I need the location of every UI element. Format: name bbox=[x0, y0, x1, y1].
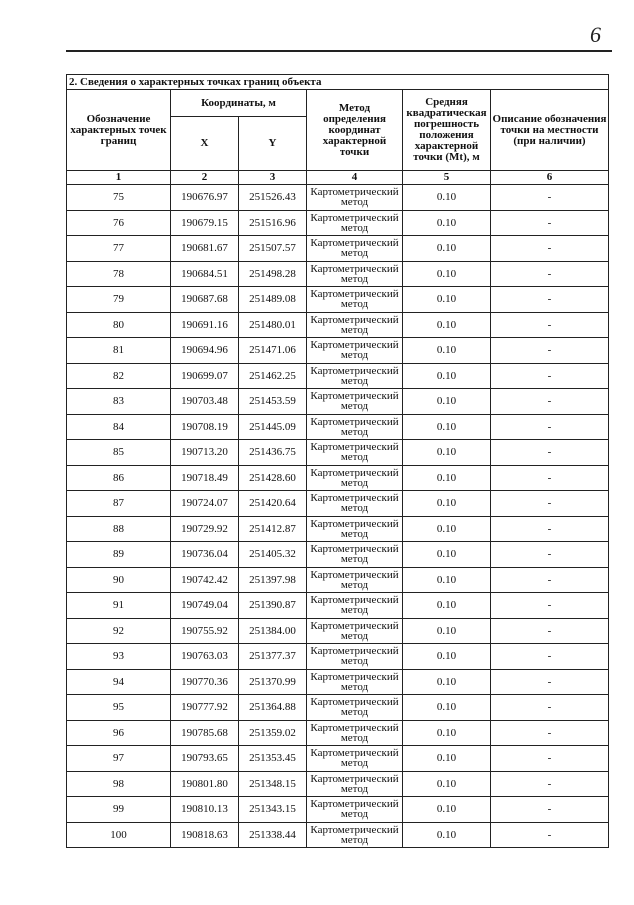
method-cell: Картометрический метод bbox=[307, 389, 403, 415]
point-id-cell: 96 bbox=[67, 720, 171, 746]
method-cell: Картометрический метод bbox=[307, 338, 403, 364]
table-row bbox=[67, 210, 609, 236]
point-id-cell: 83 bbox=[67, 389, 171, 415]
page-number-mark: 6 bbox=[590, 22, 601, 47]
y-coordinate-cell: 251480.01 bbox=[239, 312, 307, 338]
table-row bbox=[67, 797, 609, 823]
description-cell: - bbox=[491, 414, 609, 440]
description-cell: - bbox=[491, 465, 609, 491]
description-cell: - bbox=[491, 363, 609, 389]
description-cell: - bbox=[491, 338, 609, 364]
method-cell: Картометрический метод bbox=[307, 644, 403, 670]
y-coordinate-cell: 251516.96 bbox=[239, 210, 307, 236]
table-row bbox=[67, 363, 609, 389]
method-cell: Картометрический метод bbox=[307, 771, 403, 797]
mean-error-cell: 0.10 bbox=[403, 822, 491, 848]
description-cell: - bbox=[491, 491, 609, 517]
point-id-cell: 86 bbox=[67, 465, 171, 491]
method-cell: Картометрический метод bbox=[307, 746, 403, 772]
header-coordinates: Координаты, м bbox=[171, 90, 307, 117]
point-id-cell: 92 bbox=[67, 618, 171, 644]
y-coordinate-cell: 251384.00 bbox=[239, 618, 307, 644]
y-coordinate-cell: 251338.44 bbox=[239, 822, 307, 848]
point-id-cell: 89 bbox=[67, 542, 171, 568]
description-cell: - bbox=[491, 695, 609, 721]
y-coordinate-cell: 251436.75 bbox=[239, 440, 307, 466]
y-coordinate-cell: 251390.87 bbox=[239, 593, 307, 619]
mean-error-cell: 0.10 bbox=[403, 491, 491, 517]
mean-error-cell: 0.10 bbox=[403, 261, 491, 287]
table-row bbox=[67, 338, 609, 364]
y-coordinate-cell: 251445.09 bbox=[239, 414, 307, 440]
mean-error-cell: 0.10 bbox=[403, 338, 491, 364]
col-number: 1 bbox=[67, 171, 171, 185]
description-cell: - bbox=[491, 669, 609, 695]
y-coordinate-cell: 251489.08 bbox=[239, 287, 307, 313]
table-row bbox=[67, 236, 609, 262]
method-cell: Картометрический метод bbox=[307, 618, 403, 644]
table-row bbox=[67, 261, 609, 287]
y-coordinate-cell: 251420.64 bbox=[239, 491, 307, 517]
table-body bbox=[67, 185, 609, 848]
method-cell: Картометрический метод bbox=[307, 185, 403, 211]
point-id-cell: 78 bbox=[67, 261, 171, 287]
method-cell: Картометрический метод bbox=[307, 695, 403, 721]
table-row bbox=[67, 618, 609, 644]
point-id-cell: 100 bbox=[67, 822, 171, 848]
mean-error-cell: 0.10 bbox=[403, 185, 491, 211]
method-cell: Картометрический метод bbox=[307, 210, 403, 236]
method-cell: Картометрический метод bbox=[307, 593, 403, 619]
method-cell: Картометрический метод bbox=[307, 797, 403, 823]
y-coordinate-cell: 251343.15 bbox=[239, 797, 307, 823]
x-coordinate-cell: 190724.07 bbox=[171, 491, 239, 517]
y-coordinate-cell: 251377.37 bbox=[239, 644, 307, 670]
table-row bbox=[67, 185, 609, 211]
mean-error-cell: 0.10 bbox=[403, 440, 491, 466]
y-coordinate-cell: 251507.57 bbox=[239, 236, 307, 262]
x-coordinate-cell: 190742.42 bbox=[171, 567, 239, 593]
col-number: 5 bbox=[403, 171, 491, 185]
y-coordinate-cell: 251405.32 bbox=[239, 542, 307, 568]
mean-error-cell: 0.10 bbox=[403, 644, 491, 670]
y-coordinate-cell: 251471.06 bbox=[239, 338, 307, 364]
point-id-cell: 84 bbox=[67, 414, 171, 440]
table-row bbox=[67, 593, 609, 619]
mean-error-cell: 0.10 bbox=[403, 695, 491, 721]
boundary-points-table bbox=[66, 74, 609, 848]
mean-error-cell: 0.10 bbox=[403, 516, 491, 542]
table-row bbox=[67, 491, 609, 517]
point-id-cell: 76 bbox=[67, 210, 171, 236]
header-y: Y bbox=[239, 117, 307, 171]
mean-error-cell: 0.10 bbox=[403, 236, 491, 262]
x-coordinate-cell: 190684.51 bbox=[171, 261, 239, 287]
x-coordinate-cell: 190713.20 bbox=[171, 440, 239, 466]
table-row bbox=[67, 567, 609, 593]
header-x: X bbox=[171, 117, 239, 171]
table-row bbox=[67, 389, 609, 415]
x-coordinate-cell: 190699.07 bbox=[171, 363, 239, 389]
method-cell: Картометрический метод bbox=[307, 261, 403, 287]
x-coordinate-cell: 190801.80 bbox=[171, 771, 239, 797]
header-mean-error: Средняя квадратическая погрешность положения характерной точки (Mt), м bbox=[403, 90, 491, 171]
method-cell: Картометрический метод bbox=[307, 465, 403, 491]
mean-error-cell: 0.10 bbox=[403, 312, 491, 338]
col-number: 3 bbox=[239, 171, 307, 185]
x-coordinate-cell: 190681.67 bbox=[171, 236, 239, 262]
point-id-cell: 77 bbox=[67, 236, 171, 262]
top-rule bbox=[66, 50, 612, 52]
header-method: Метод определения координат характерной точки bbox=[307, 90, 403, 171]
description-cell: - bbox=[491, 771, 609, 797]
description-cell: - bbox=[491, 185, 609, 211]
mean-error-cell: 0.10 bbox=[403, 389, 491, 415]
method-cell: Картометрический метод bbox=[307, 542, 403, 568]
x-coordinate-cell: 190736.04 bbox=[171, 542, 239, 568]
method-cell: Картометрический метод bbox=[307, 440, 403, 466]
table-row bbox=[67, 287, 609, 313]
mean-error-cell: 0.10 bbox=[403, 287, 491, 313]
mean-error-cell: 0.10 bbox=[403, 363, 491, 389]
y-coordinate-cell: 251397.98 bbox=[239, 567, 307, 593]
x-coordinate-cell: 190676.97 bbox=[171, 185, 239, 211]
col-number: 4 bbox=[307, 171, 403, 185]
table-row bbox=[67, 542, 609, 568]
y-coordinate-cell: 251412.87 bbox=[239, 516, 307, 542]
method-cell: Картометрический метод bbox=[307, 363, 403, 389]
mean-error-cell: 0.10 bbox=[403, 771, 491, 797]
description-cell: - bbox=[491, 440, 609, 466]
description-cell: - bbox=[491, 542, 609, 568]
y-coordinate-cell: 251498.28 bbox=[239, 261, 307, 287]
section-title: 2. Сведения о характерных точках границ объекта bbox=[67, 75, 609, 90]
table-row bbox=[67, 440, 609, 466]
x-coordinate-cell: 190785.68 bbox=[171, 720, 239, 746]
point-id-cell: 91 bbox=[67, 593, 171, 619]
y-coordinate-cell: 251428.60 bbox=[239, 465, 307, 491]
table-row bbox=[67, 669, 609, 695]
x-coordinate-cell: 190687.68 bbox=[171, 287, 239, 313]
description-cell: - bbox=[491, 797, 609, 823]
mean-error-cell: 0.10 bbox=[403, 797, 491, 823]
description-cell: - bbox=[491, 287, 609, 313]
description-cell: - bbox=[491, 822, 609, 848]
x-coordinate-cell: 190777.92 bbox=[171, 695, 239, 721]
col-number: 2 bbox=[171, 171, 239, 185]
point-id-cell: 90 bbox=[67, 567, 171, 593]
y-coordinate-cell: 251348.15 bbox=[239, 771, 307, 797]
x-coordinate-cell: 190755.92 bbox=[171, 618, 239, 644]
x-coordinate-cell: 190810.13 bbox=[171, 797, 239, 823]
description-cell: - bbox=[491, 593, 609, 619]
method-cell: Картометрический метод bbox=[307, 516, 403, 542]
x-coordinate-cell: 190763.03 bbox=[171, 644, 239, 670]
col-number: 6 bbox=[491, 171, 609, 185]
description-cell: - bbox=[491, 210, 609, 236]
method-cell: Картометрический метод bbox=[307, 236, 403, 262]
point-id-cell: 98 bbox=[67, 771, 171, 797]
method-cell: Картометрический метод bbox=[307, 287, 403, 313]
point-id-cell: 80 bbox=[67, 312, 171, 338]
description-cell: - bbox=[491, 389, 609, 415]
table-row bbox=[67, 644, 609, 670]
point-id-cell: 99 bbox=[67, 797, 171, 823]
table-row bbox=[67, 771, 609, 797]
table-row bbox=[67, 695, 609, 721]
method-cell: Картометрический метод bbox=[307, 822, 403, 848]
description-cell: - bbox=[491, 312, 609, 338]
description-cell: - bbox=[491, 618, 609, 644]
description-cell: - bbox=[491, 720, 609, 746]
point-id-cell: 82 bbox=[67, 363, 171, 389]
x-coordinate-cell: 190703.48 bbox=[171, 389, 239, 415]
x-coordinate-cell: 190818.63 bbox=[171, 822, 239, 848]
table-row bbox=[67, 465, 609, 491]
point-id-cell: 75 bbox=[67, 185, 171, 211]
description-cell: - bbox=[491, 236, 609, 262]
point-id-cell: 79 bbox=[67, 287, 171, 313]
y-coordinate-cell: 251526.43 bbox=[239, 185, 307, 211]
x-coordinate-cell: 190749.04 bbox=[171, 593, 239, 619]
point-id-cell: 87 bbox=[67, 491, 171, 517]
point-id-cell: 95 bbox=[67, 695, 171, 721]
method-cell: Картометрический метод bbox=[307, 669, 403, 695]
point-id-cell: 88 bbox=[67, 516, 171, 542]
header-point-designation: Обозначение характерных точек границ bbox=[67, 90, 171, 171]
description-cell: - bbox=[491, 567, 609, 593]
mean-error-cell: 0.10 bbox=[403, 720, 491, 746]
mean-error-cell: 0.10 bbox=[403, 618, 491, 644]
point-id-cell: 94 bbox=[67, 669, 171, 695]
description-cell: - bbox=[491, 516, 609, 542]
table-row bbox=[67, 822, 609, 848]
y-coordinate-cell: 251353.45 bbox=[239, 746, 307, 772]
point-id-cell: 85 bbox=[67, 440, 171, 466]
mean-error-cell: 0.10 bbox=[403, 746, 491, 772]
point-id-cell: 93 bbox=[67, 644, 171, 670]
table-row bbox=[67, 746, 609, 772]
x-coordinate-cell: 190729.92 bbox=[171, 516, 239, 542]
method-cell: Картометрический метод bbox=[307, 414, 403, 440]
method-cell: Картометрический метод bbox=[307, 567, 403, 593]
table-row bbox=[67, 414, 609, 440]
description-cell: - bbox=[491, 261, 609, 287]
x-coordinate-cell: 190679.15 bbox=[171, 210, 239, 236]
method-cell: Картометрический метод bbox=[307, 312, 403, 338]
y-coordinate-cell: 251453.59 bbox=[239, 389, 307, 415]
table-row bbox=[67, 516, 609, 542]
mean-error-cell: 0.10 bbox=[403, 465, 491, 491]
x-coordinate-cell: 190793.65 bbox=[171, 746, 239, 772]
mean-error-cell: 0.10 bbox=[403, 593, 491, 619]
y-coordinate-cell: 251462.25 bbox=[239, 363, 307, 389]
mean-error-cell: 0.10 bbox=[403, 567, 491, 593]
method-cell: Картометрический метод bbox=[307, 720, 403, 746]
table-row bbox=[67, 312, 609, 338]
mean-error-cell: 0.10 bbox=[403, 542, 491, 568]
y-coordinate-cell: 251364.88 bbox=[239, 695, 307, 721]
description-cell: - bbox=[491, 746, 609, 772]
mean-error-cell: 0.10 bbox=[403, 414, 491, 440]
header-description: Описание обозначения точки на местности (при наличии) bbox=[491, 90, 609, 171]
x-coordinate-cell: 190691.16 bbox=[171, 312, 239, 338]
y-coordinate-cell: 251359.02 bbox=[239, 720, 307, 746]
y-coordinate-cell: 251370.99 bbox=[239, 669, 307, 695]
mean-error-cell: 0.10 bbox=[403, 210, 491, 236]
description-cell: - bbox=[491, 644, 609, 670]
point-id-cell: 81 bbox=[67, 338, 171, 364]
point-id-cell: 97 bbox=[67, 746, 171, 772]
x-coordinate-cell: 190708.19 bbox=[171, 414, 239, 440]
table-row bbox=[67, 720, 609, 746]
x-coordinate-cell: 190770.36 bbox=[171, 669, 239, 695]
mean-error-cell: 0.10 bbox=[403, 669, 491, 695]
x-coordinate-cell: 190718.49 bbox=[171, 465, 239, 491]
method-cell: Картометрический метод bbox=[307, 491, 403, 517]
x-coordinate-cell: 190694.96 bbox=[171, 338, 239, 364]
